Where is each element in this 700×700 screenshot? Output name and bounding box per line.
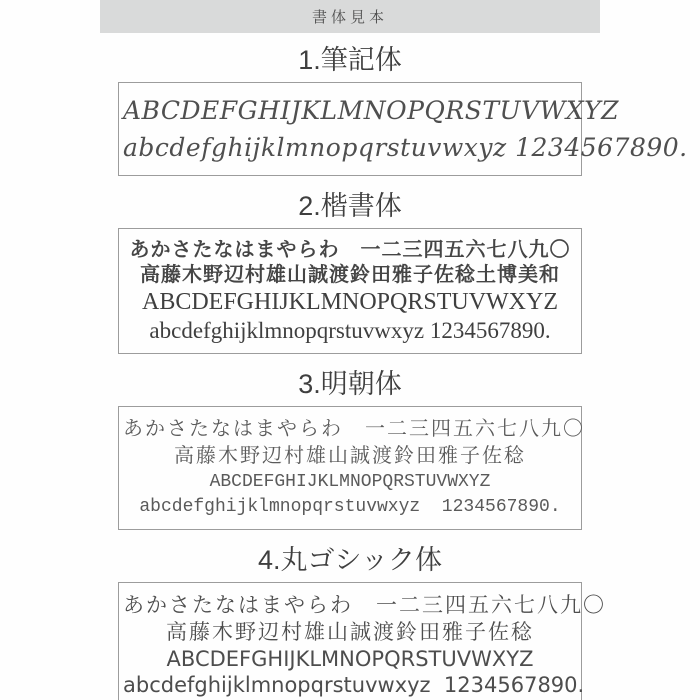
sample-line: ABCDEFGHIJKLMNOPQRSTUVWXYZ [123,96,620,125]
section-title-kaisho: 2.楷書体 [298,191,402,221]
section-mincho [118,368,585,530]
sample-line: 高藤木野辺村雄山誠渡鈴田雅子佐稔土博美和 [140,264,560,286]
sample-line: ABCDEFGHIJKLMNOPQRSTUVWXYZ [209,472,491,492]
sample-line: abcdefghijklmnopqrstuvwxyz 1234567890. [123,133,688,162]
section-kaisho [118,190,582,354]
sample-line: 高藤木野辺村雄山誠渡鈴田雅子佐稔 [174,445,526,467]
header-bar [100,0,600,33]
section-script [118,44,688,176]
sample-line: abcdefghijklmnopqrstuvwxyz 1234567890. [149,318,551,343]
section-title-script: 1.筆記体 [298,45,402,75]
section-title-maru-gothic: 4.丸ゴシック体 [258,545,442,575]
sample-box-mincho [118,406,585,530]
sample-box-kaisho [118,228,582,354]
sample-line: あかさたなはまやらわ 一二三四五六七八九〇 [123,593,606,617]
sample-line: 高藤木野辺村雄山誠渡鈴田雅子佐稔 [166,620,534,644]
sample-line: あかさたなはまやらわ 一二三四五六七八九〇 [123,418,585,440]
section-maru-gothic [118,544,606,700]
sample-line: あかさたなはまやらわ 一二三四五六七八九〇 [129,239,571,261]
sample-line: abcdefghijklmnopqrstuvwxyz 1234567890. [139,497,561,517]
section-title-mincho: 3.明朝体 [298,369,402,399]
sample-line: ABCDEFGHIJKLMNOPQRSTUVWXYZ [141,289,558,315]
sample-box-script [118,82,688,176]
page-title: 書体見本 [311,9,388,26]
sample-box-maru-gothic [118,582,606,700]
sample-line: abcdefghijklmnopqrstuvwxyz 1234567890. [123,673,585,697]
sample-line: ABCDEFGHIJKLMNOPQRSTUVWXYZ [166,647,534,671]
content-column [118,44,688,700]
